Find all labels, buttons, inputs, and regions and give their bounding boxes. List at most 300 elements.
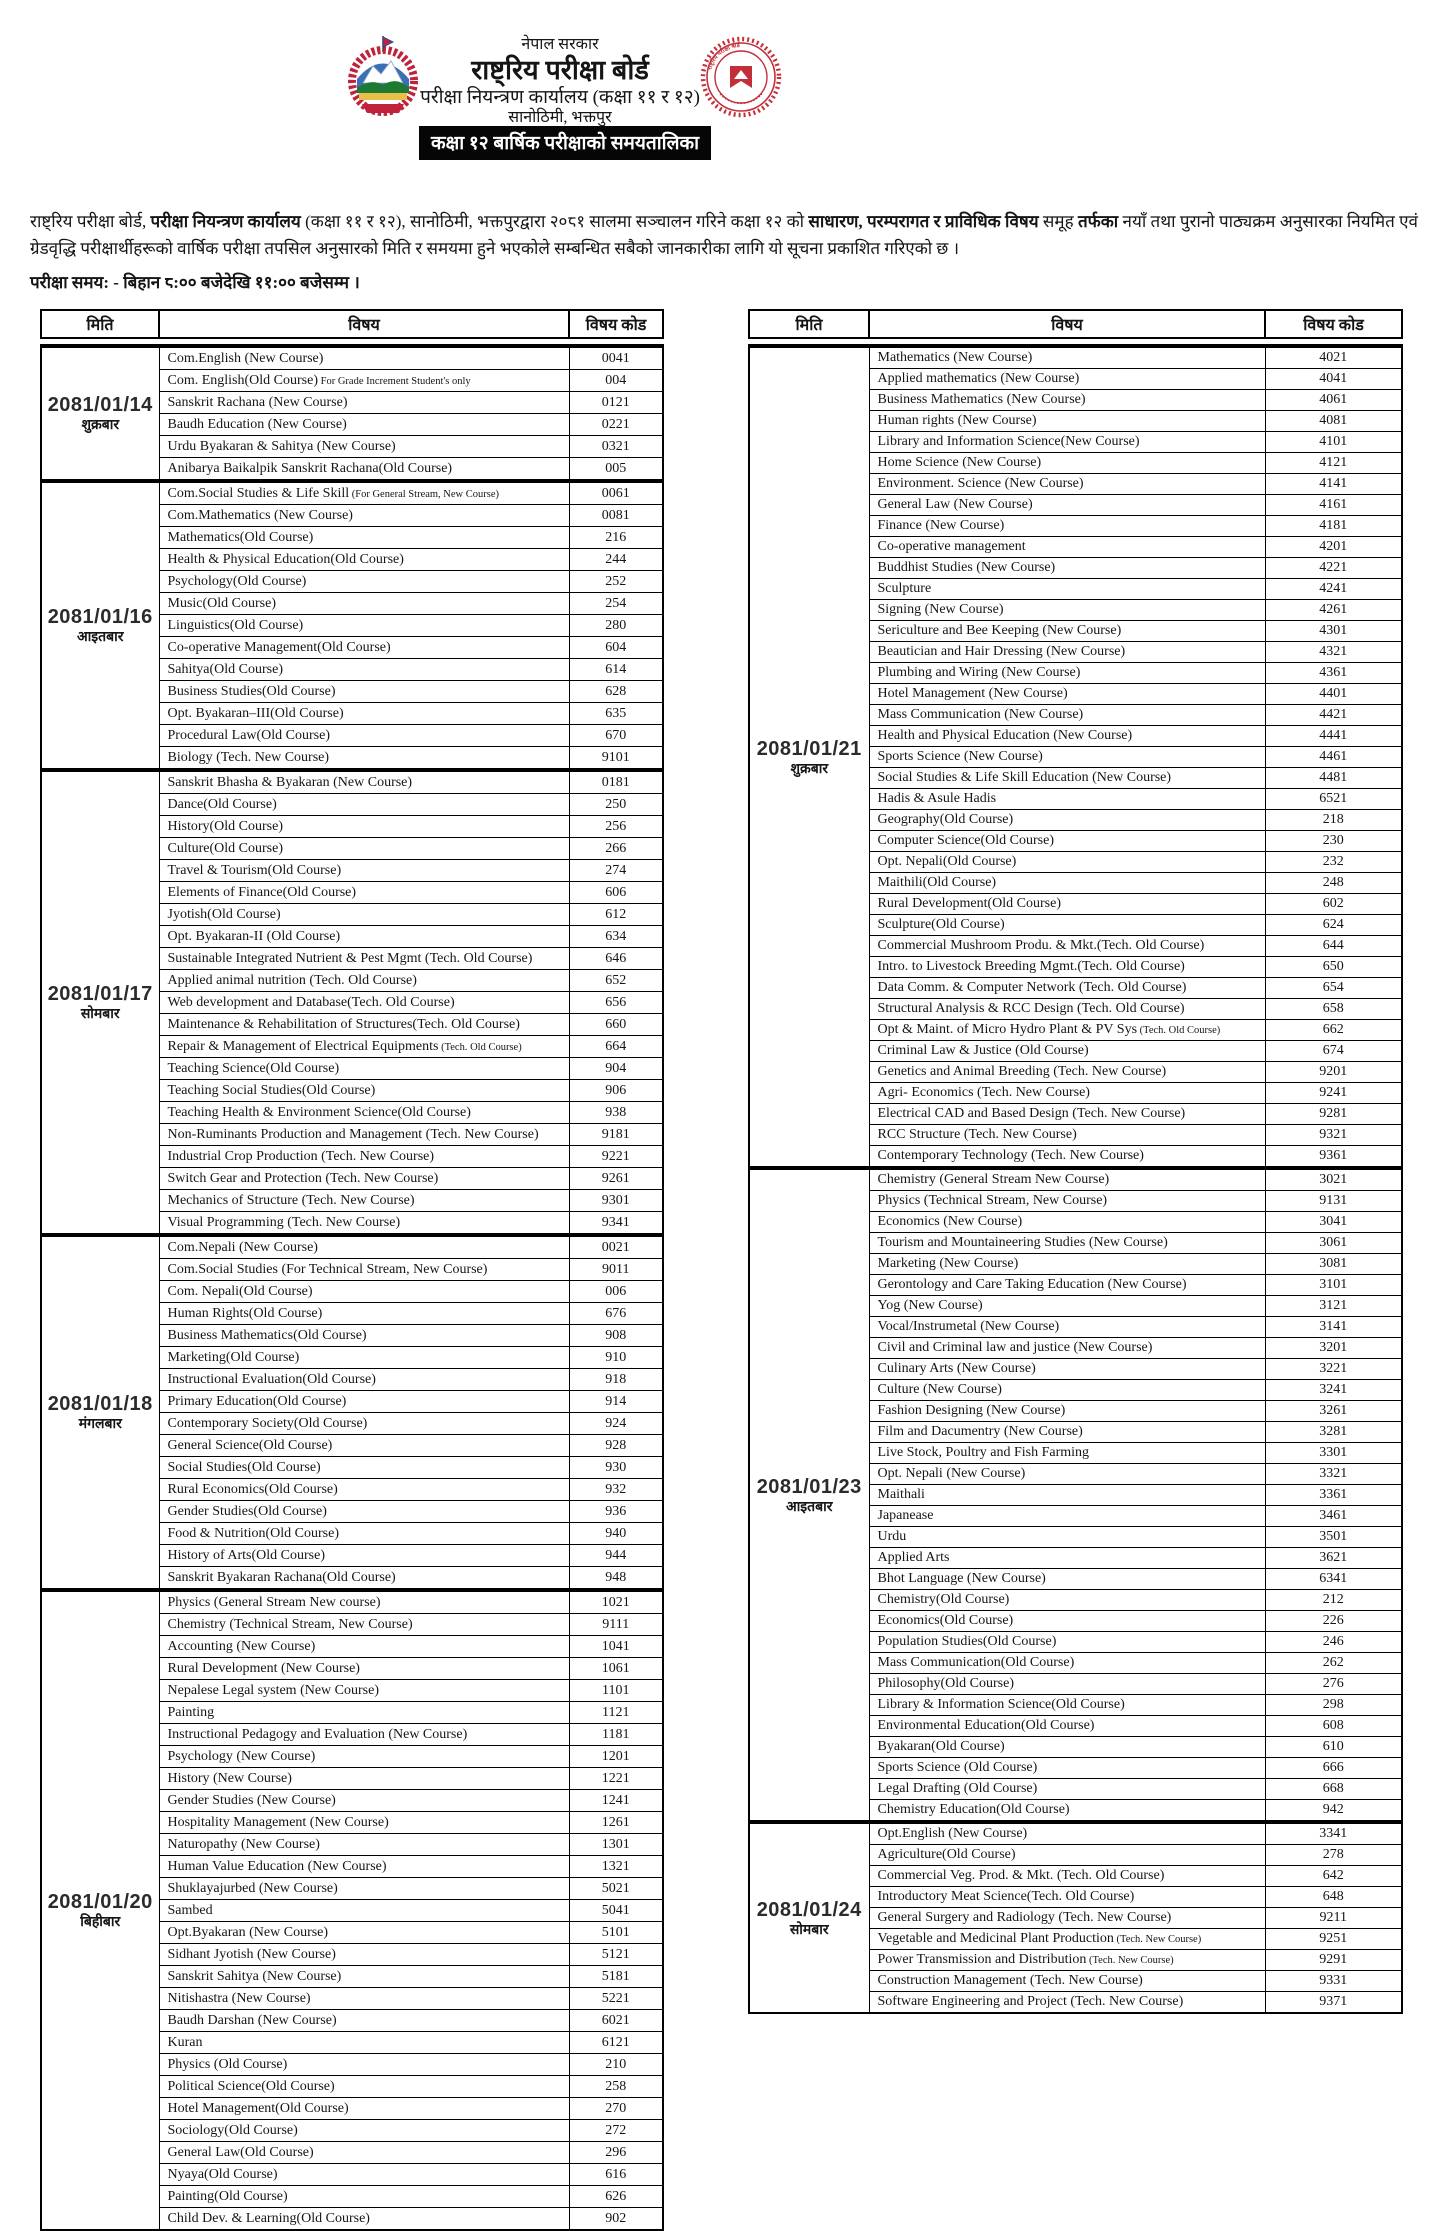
exam-time-line [30,270,1418,293]
subject-cell: Applied animal nutrition (Tech. Old Course) [159,970,569,992]
code-cell: 0121 [569,392,663,414]
code-cell: 9131 [1265,1191,1402,1212]
code-cell: 5101 [569,1922,663,1944]
subject-cell: Sports Science (Old Course) [869,1758,1265,1779]
table-row [41,1590,663,1614]
intro-seg-bold: साधारण, परम्परागत र प्राविधिक विषय [808,212,1039,231]
column-header-subject: विषय [159,310,569,338]
subject-cell: Mathematics (New Course) [869,346,1265,369]
document-header [0,0,1448,170]
subject-cell: Mathematics(Old Course) [159,527,569,549]
code-cell: 9371 [1265,1992,1402,2014]
subject-cell: Teaching Science(Old Course) [159,1058,569,1080]
subject-cell: Opt. Byakaran–III(Old Course) [159,703,569,725]
subject-cell: Social Studies(Old Course) [159,1457,569,1479]
code-cell: 1221 [569,1768,663,1790]
code-cell: 1121 [569,1702,663,1724]
subject-cell: History(Old Course) [159,816,569,838]
code-cell: 608 [1265,1716,1402,1737]
code-cell: 4301 [1265,621,1402,642]
table-row [749,346,1402,369]
subject-cell: General Law (New Course) [869,495,1265,516]
code-cell: 3041 [1265,1212,1402,1233]
code-cell: 0321 [569,436,663,458]
subject-cell: Kuran [159,2032,569,2054]
code-cell: 3021 [1265,1168,1402,1191]
code-cell: 676 [569,1303,663,1325]
code-cell: 4061 [1265,390,1402,411]
code-cell: 642 [1265,1866,1402,1887]
subject-cell: Plumbing and Wiring (New Course) [869,663,1265,684]
exam-date: 2081/01/18 [47,1393,153,1416]
code-cell: 666 [1265,1758,1402,1779]
exam-day: आइतबार [785,1499,833,1515]
subject-cell: Applied Arts [869,1548,1265,1569]
code-cell: 230 [1265,831,1402,852]
code-cell: 280 [569,615,663,637]
code-cell: 9361 [1265,1146,1402,1169]
subject-cell: Biology (Tech. New Course) [159,747,569,771]
date-cell [749,1168,869,1822]
code-cell: 9211 [1265,1908,1402,1929]
subject-cell: RCC Structure (Tech. New Course) [869,1125,1265,1146]
code-cell: 256 [569,816,663,838]
code-cell: 0021 [569,1235,663,1259]
subject-cell: Psychology (New Course) [159,1746,569,1768]
code-cell: 918 [569,1369,663,1391]
subject-cell: Gender Studies(Old Course) [159,1501,569,1523]
code-cell: 1041 [569,1636,663,1658]
subject-cell: Commercial Veg. Prod. & Mkt. (Tech. Old Course) [869,1866,1265,1887]
subject-cell: Painting [159,1702,569,1724]
subject-cell: General Science(Old Course) [159,1435,569,1457]
subject-cell: Business Mathematics(Old Course) [159,1325,569,1347]
subject-cell: Genetics and Animal Breeding (Tech. New Course) [869,1062,1265,1083]
code-cell: 9101 [569,747,663,771]
code-cell: 914 [569,1391,663,1413]
subject-cell: Marketing (New Course) [869,1254,1265,1275]
code-cell: 9251 [1265,1929,1402,1950]
subject-cell: Mass Communication (New Course) [869,705,1265,726]
code-cell: 298 [1265,1695,1402,1716]
exam-day: मंगलबार [78,1417,122,1433]
subject-cell: Culture(Old Course) [159,838,569,860]
subject-cell: Human rights (New Course) [869,411,1265,432]
subject-cell: Accounting (New Course) [159,1636,569,1658]
exam-date: 2081/01/17 [47,983,153,1006]
code-cell: 902 [569,2208,663,2231]
code-cell: 650 [1265,957,1402,978]
subject-cell: Contemporary Society(Old Course) [159,1413,569,1435]
subject-cell: Human Rights(Old Course) [159,1303,569,1325]
code-cell: 614 [569,659,663,681]
subject-cell: Nyaya(Old Course) [159,2164,569,2186]
subject-cell: Anibarya Baikalpik Sanskrit Rachana(Old Course) [159,458,569,482]
exam-day: सोमबार [80,1007,120,1023]
subject-cell: Applied mathematics (New Course) [869,369,1265,390]
exam-date: 2081/01/20 [47,1891,153,1914]
code-cell: 266 [569,838,663,860]
code-cell: 942 [1265,1800,1402,1823]
subject-cell: Social Studies & Life Skill Education (New Course) [869,768,1265,789]
code-cell: 4421 [1265,705,1402,726]
code-cell: 3261 [1265,1401,1402,1422]
subject-cell: Culture (New Course) [869,1380,1265,1401]
subject-cell: Co-operative management [869,537,1265,558]
subject-cell: Com.Social Studies (For Technical Stream, New Course) [159,1259,569,1281]
code-cell: 9221 [569,1146,663,1168]
column-header-subject: विषय [869,310,1265,338]
code-cell: 624 [1265,915,1402,936]
subject-cell: Chemistry(Old Course) [869,1590,1265,1611]
subject-cell: Primary Education(Old Course) [159,1391,569,1413]
subject-cell: Introductory Meat Science(Tech. Old Course) [869,1887,1265,1908]
code-cell: 3081 [1265,1254,1402,1275]
intro-seg: (कक्षा ११ र १२), सानोठिमी, भक्तपुरद्वारा २०८१ सालमा सञ्चालन गरिने कक्षा १२ को [300,212,809,231]
exam-schedule-table-left [40,309,662,2231]
subject-cell: Rural Development(Old Course) [869,894,1265,915]
subject-cell: Home Science (New Course) [869,453,1265,474]
subject-cell: Computer Science(Old Course) [869,831,1265,852]
date-cell [41,770,159,1235]
subject-cell: Library and Information Science(New Course) [869,432,1265,453]
exam-time-label: परीक्षा समय: - [30,273,119,293]
subject-cell: Maithali [869,1485,1265,1506]
subject-cell: Sanskrit Sahitya (New Course) [159,1966,569,1988]
subject-cell: Agri- Economics (Tech. New Course) [869,1083,1265,1104]
code-cell: 9201 [1265,1062,1402,1083]
code-cell: 9281 [1265,1104,1402,1125]
subject-cell: Library & Information Science(Old Course) [869,1695,1265,1716]
subject-cell: Gender Studies (New Course) [159,1790,569,1812]
date-cell [41,1590,159,2230]
code-cell: 610 [1265,1737,1402,1758]
code-cell: 658 [1265,999,1402,1020]
code-cell: 278 [1265,1845,1402,1866]
subject-cell: Com. Nepali(Old Course) [159,1281,569,1303]
code-cell: 246 [1265,1632,1402,1653]
subject-cell: Hotel Management (New Course) [869,684,1265,705]
code-cell: 262 [1265,1653,1402,1674]
code-cell: 9321 [1265,1125,1402,1146]
code-cell: 9301 [569,1190,663,1212]
code-cell: 006 [569,1281,663,1303]
subject-cell: Sericulture and Bee Keeping (New Course) [869,621,1265,642]
subject-cell: Health and Physical Education (New Course) [869,726,1265,747]
code-cell: 938 [569,1102,663,1124]
code-cell: 944 [569,1545,663,1567]
subject-cell: Film and Dacumentry (New Course) [869,1422,1265,1443]
intro-seg: राष्ट्रिय परीक्षा बोर्ड, [30,212,151,231]
code-cell: 4401 [1265,684,1402,705]
subject-cell: Travel & Tourism(Old Course) [159,860,569,882]
table-row [41,346,663,370]
subject-note: For Grade Increment Student's only [318,375,471,387]
subject-cell: Geography(Old Course) [869,810,1265,831]
subject-cell: Sculpture [869,579,1265,600]
column-header-code: विषय कोड [569,310,663,338]
subject-note: (Tech. Old Course) [1137,1025,1221,1037]
subject-cell: Maithili(Old Course) [869,873,1265,894]
subject-cell: Commercial Mushroom Produ. & Mkt.(Tech. Old Course) [869,936,1265,957]
code-cell: 1261 [569,1812,663,1834]
subject-cell: Bhot Language (New Course) [869,1569,1265,1590]
subject-cell: Human Value Education (New Course) [159,1856,569,1878]
subject-cell: Finance (New Course) [869,516,1265,537]
code-cell: 4241 [1265,579,1402,600]
subject-cell: Chemistry (General Stream New Course) [869,1168,1265,1191]
date-cell [41,481,159,770]
subject-cell: Instructional Pedagogy and Evaluation (New Course) [159,1724,569,1746]
subject-cell: Repair & Management of Electrical Equipments (Tech. Old Course) [159,1036,569,1058]
code-cell: 626 [569,2186,663,2208]
code-cell: 272 [569,2120,663,2142]
subject-cell: Mechanics of Structure (Tech. New Course) [159,1190,569,1212]
code-cell: 5121 [569,1944,663,1966]
code-cell: 254 [569,593,663,615]
subject-cell: Opt. Nepali(Old Course) [869,852,1265,873]
subject-cell: Com. English(Old Course) For Grade Increment Student's only [159,370,569,392]
code-cell: 3141 [1265,1317,1402,1338]
code-cell: 908 [569,1325,663,1347]
subject-cell: Co-operative Management(Old Course) [159,637,569,659]
code-cell: 232 [1265,852,1402,873]
code-cell: 1101 [569,1680,663,1702]
office-line: परीक्षा नियन्त्रण कार्यालय (कक्षा ११ र १२) [420,87,700,109]
code-cell: 4441 [1265,726,1402,747]
exam-date: 2081/01/23 [756,1475,862,1498]
subject-cell: Com.Mathematics (New Course) [159,505,569,527]
column-header-date: मिति [749,310,869,338]
code-cell: 3281 [1265,1422,1402,1443]
subject-note: (For General Stream, New Course) [349,488,499,500]
subject-cell: Criminal Law & Justice (Old Course) [869,1041,1265,1062]
code-cell: 004 [569,370,663,392]
subject-cell: Vegetable and Medicinal Plant Production (Tech. New Course) [869,1929,1265,1950]
code-cell: 1321 [569,1856,663,1878]
code-cell: 928 [569,1435,663,1457]
subject-cell: General Surgery and Radiology (Tech. New Course) [869,1908,1265,1929]
code-cell: 930 [569,1457,663,1479]
subject-cell: Vocal/Instrumetal (New Course) [869,1317,1265,1338]
schedule-title-banner: कक्षा १२ बार्षिक परीक्षाको समयतालिका [419,126,711,160]
column-header-code: विषय कोड [1265,310,1402,338]
code-cell: 244 [569,549,663,571]
code-cell: 212 [1265,1590,1402,1611]
code-cell: 1241 [569,1790,663,1812]
code-cell: 656 [569,992,663,1014]
subject-cell: Construction Management (Tech. New Course) [869,1971,1265,1992]
code-cell: 4121 [1265,453,1402,474]
exam-date: 2081/01/14 [47,394,153,417]
subject-cell: Tourism and Mountaineering Studies (New Course) [869,1233,1265,1254]
subject-cell: Baudh Education (New Course) [159,414,569,436]
subject-cell: History of Arts(Old Course) [159,1545,569,1567]
code-cell: 5041 [569,1900,663,1922]
subject-cell: Sociology(Old Course) [159,2120,569,2142]
code-cell: 4461 [1265,747,1402,768]
code-cell: 906 [569,1080,663,1102]
code-cell: 3061 [1265,1233,1402,1254]
code-cell: 910 [569,1347,663,1369]
subject-cell: Gerontology and Care Taking Education (New Course) [869,1275,1265,1296]
code-cell: 252 [569,571,663,593]
code-cell: 6521 [1265,789,1402,810]
code-cell: 654 [1265,978,1402,999]
code-cell: 664 [569,1036,663,1058]
subject-cell: Rural Development (New Course) [159,1658,569,1680]
exam-day: बिहीबार [80,1915,121,1931]
code-cell: 276 [1265,1674,1402,1695]
subject-cell: Opt. Nepali (New Course) [869,1464,1265,1485]
date-cell [41,1235,159,1590]
subject-cell: Japanease [869,1506,1265,1527]
subject-cell: Non-Ruminants Production and Management (Tech. New Course) [159,1124,569,1146]
subject-cell: Power Transmission and Distribution (Tech. New Course) [869,1950,1265,1971]
code-cell: 3321 [1265,1464,1402,1485]
board-title: राष्ट्रिय परीक्षा बोर्ड [471,54,649,85]
subject-cell: Physics (Old Course) [159,2054,569,2076]
subject-cell: Sanskrit Rachana (New Course) [159,392,569,414]
subject-cell: Marketing(Old Course) [159,1347,569,1369]
code-cell: 4141 [1265,474,1402,495]
subject-cell: Structural Analysis & RCC Design (Tech. Old Course) [869,999,1265,1020]
subject-cell: Opt. Byakaran-II (Old Course) [159,926,569,948]
subject-cell: Teaching Health & Environment Science(Old Course) [159,1102,569,1124]
date-cell [749,1822,869,2013]
subject-cell: Economics(Old Course) [869,1611,1265,1632]
subject-cell: Web development and Database(Tech. Old Course) [159,992,569,1014]
code-cell: 3341 [1265,1822,1402,1845]
code-cell: 270 [569,2098,663,2120]
code-cell: 3121 [1265,1296,1402,1317]
column-header-date: मिति [41,310,159,338]
code-cell: 4261 [1265,600,1402,621]
subject-cell: Com.English (New Course) [159,346,569,370]
subject-cell: Chemistry (Technical Stream, New Course) [159,1614,569,1636]
intro-seg-bold: तर्फका [1077,212,1119,231]
code-cell: 3461 [1265,1506,1402,1527]
subject-cell: Physics (Technical Stream, New Course) [869,1191,1265,1212]
subject-cell: Fashion Designing (New Course) [869,1401,1265,1422]
subject-cell: Urdu Byakaran & Sahitya (New Course) [159,436,569,458]
subject-cell: Hospitality Management (New Course) [159,1812,569,1834]
header-text-block [392,36,728,127]
table-row [41,481,663,505]
subject-cell: Contemporary Technology (Tech. New Course) [869,1146,1265,1169]
date-cell [749,346,869,1168]
code-cell: 602 [1265,894,1402,915]
intro-seg-bold: परीक्षा नियन्त्रण कार्यालय [150,212,301,231]
subject-cell: Com.Social Studies & Life Skill (For General Stream, New Course) [159,481,569,505]
subject-cell: Jyotish(Old Course) [159,904,569,926]
table-row [749,1168,1402,1191]
intro-paragraph [30,208,1418,262]
right-table-body [748,344,1403,2014]
subject-cell: Psychology(Old Course) [159,571,569,593]
code-cell: 652 [569,970,663,992]
subject-cell: Shuklayajurbed (New Course) [159,1878,569,1900]
subject-cell: Legal Drafting (Old Course) [869,1779,1265,1800]
code-cell: 634 [569,926,663,948]
subject-cell: Hadis & Asule Hadis [869,789,1265,810]
subject-cell: Naturopathy (New Course) [159,1834,569,1856]
subject-cell: Sidhant Jyotish (New Course) [159,1944,569,1966]
subject-cell: Sustainable Integrated Nutrient & Pest Mgmt (Tech. Old Course) [159,948,569,970]
code-cell: 9341 [569,1212,663,1236]
code-cell: 4021 [1265,346,1402,369]
svg-text:राष्ट्रिय परीक्षा बोर्ड: राष्ट्रिय परीक्षा बोर्ड [707,42,741,71]
code-cell: 4081 [1265,411,1402,432]
exam-day: आइतबार [76,630,124,646]
code-cell: 4321 [1265,642,1402,663]
subject-cell: Environmental Education(Old Course) [869,1716,1265,1737]
subject-cell: Sambed [159,1900,569,1922]
code-cell: 3301 [1265,1443,1402,1464]
code-cell: 936 [569,1501,663,1523]
code-cell: 5021 [569,1878,663,1900]
subject-cell: Opt.English (New Course) [869,1822,1265,1845]
code-cell: 674 [1265,1041,1402,1062]
date-cell [41,346,159,481]
code-cell: 274 [569,860,663,882]
code-cell: 1021 [569,1590,663,1614]
code-cell: 6021 [569,2010,663,2032]
code-cell: 296 [569,2142,663,2164]
subject-cell: General Law(Old Course) [159,2142,569,2164]
subject-cell: Sanskrit Bhasha & Byakaran (New Course) [159,770,569,794]
subject-cell: Chemistry Education(Old Course) [869,1800,1265,1823]
subject-cell: Signing (New Course) [869,600,1265,621]
code-cell: 3621 [1265,1548,1402,1569]
subject-note: (Tech. Old Course) [438,1041,522,1053]
code-cell: 4161 [1265,495,1402,516]
table-row [41,770,663,794]
subject-cell: Opt.Byakaran (New Course) [159,1922,569,1944]
right-table-header [748,309,1403,339]
left-table-header [40,309,664,339]
code-cell: 9261 [569,1168,663,1190]
subject-cell: Intro. to Livestock Breeding Mgmt.(Tech. Old Course) [869,957,1265,978]
subject-cell: Civil and Criminal law and justice (New Course) [869,1338,1265,1359]
subject-cell: Switch Gear and Protection (Tech. New Course) [159,1168,569,1190]
subject-cell: Environment. Science (New Course) [869,474,1265,495]
subject-cell: Maintenance & Rehabilitation of Structures(Tech. Old Course) [159,1014,569,1036]
code-cell: 5221 [569,1988,663,2010]
code-cell: 904 [569,1058,663,1080]
government-line: नेपाल सरकार [521,36,599,53]
subject-cell: Byakaran(Old Course) [869,1737,1265,1758]
subject-note: (Tech. New Course) [1086,1955,1174,1967]
left-table-body [40,344,664,2231]
code-cell: 670 [569,725,663,747]
subject-cell: Data Comm. & Computer Network (Tech. Old Course) [869,978,1265,999]
code-cell: 216 [569,527,663,549]
code-cell: 616 [569,2164,663,2186]
subject-cell: Child Dev. & Learning(Old Course) [159,2208,569,2231]
subject-cell: Physics (General Stream New course) [159,1590,569,1614]
subject-cell: Health & Physical Education(Old Course) [159,549,569,571]
subject-cell: Urdu [869,1527,1265,1548]
subject-cell: Food & Nutrition(Old Course) [159,1523,569,1545]
code-cell: 9011 [569,1259,663,1281]
code-cell: 6341 [1265,1569,1402,1590]
code-cell: 612 [569,904,663,926]
subject-cell: Buddhist Studies (New Course) [869,558,1265,579]
subject-cell: Dance(Old Course) [159,794,569,816]
code-cell: 3101 [1265,1275,1402,1296]
code-cell: 932 [569,1479,663,1501]
